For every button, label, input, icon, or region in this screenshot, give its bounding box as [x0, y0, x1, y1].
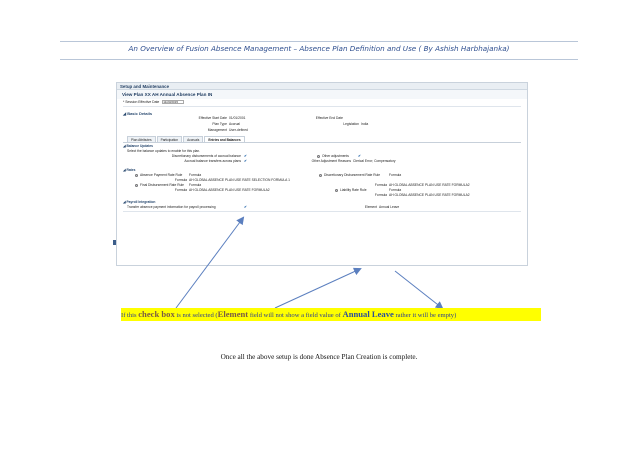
element-value: Annual Leave [379, 205, 400, 209]
accrual-transfer-checkbox[interactable]: ✔ [244, 159, 247, 163]
absence-payment-rate-label: Absence Payment Rate Rule [140, 173, 183, 177]
final-disbursement-label: Final Disbursement Rate Rule [140, 183, 184, 187]
effective-start-label: Effective Start Date [198, 116, 227, 120]
app-title: Setup and Maintenance [117, 83, 527, 90]
final-disbursement-value: Formula [189, 183, 202, 187]
arrow-to-element-label [275, 269, 360, 308]
formula-label: Formula [374, 183, 387, 187]
discretionary-disbursement-label: Discretionary Disbursement Rate Rule [324, 173, 381, 177]
basic-details-heading[interactable]: ◢ Basic Details [123, 111, 153, 116]
caption-text: is not selected ( [174, 312, 218, 319]
highlight-caption [121, 308, 541, 321]
tab-participation[interactable]: Participation [157, 136, 183, 143]
transfer-checkbox[interactable]: ✔ [244, 205, 247, 209]
formula4-value: AH GLOBAL ABSENCE PLAN USE RATE FORMULA2 [389, 193, 470, 197]
tab-entries-and-balances[interactable]: Entries and Balances [204, 136, 244, 143]
caption-text: field will not show a field value of [248, 312, 343, 319]
discretionary-checkbox[interactable]: ✔ [244, 154, 247, 158]
other-adjustment-reasons-label: Other Adjustment Reasons [311, 159, 351, 163]
management-value: User-defined [229, 128, 248, 132]
liability-rate-value: Formula [389, 188, 402, 192]
caption-element-term: Element [217, 309, 249, 319]
formula3-value: AH GLOBAL ABSENCE PLAN USE RATE FORMULA2 [389, 183, 470, 187]
document-header: An Overview of Fusion Absence Management – Absence Plan Definition and Use ( By Ashish Harbhajanka) [128, 44, 510, 53]
arrow-to-checkbox [176, 218, 243, 308]
other-adjustments-label: Other adjustments [322, 154, 349, 158]
formula-label: Formula [174, 188, 187, 192]
effective-start-value: 01/01/2001 [229, 116, 246, 120]
rates-heading[interactable]: ◢ Rates [123, 168, 136, 172]
discretionary-label: Discretionary disbursements of accrual balance [171, 154, 241, 158]
caption-text: rather it will be empty) [393, 312, 457, 319]
formula-label: Formula [374, 193, 387, 197]
accrual-transfer-label: Accrual balance transfers across plans [184, 159, 241, 163]
formula2-value: AH GLOBAL ABSENCE PLAN USE RATE FORMULA2 [189, 188, 270, 192]
other-adjustment-reasons-value: Clerical Error; Compensatory [353, 159, 396, 163]
formula1-value: AH GLOBAL ABSENCE PLAN USE RATE SELECTION FORMULA 1 [189, 178, 290, 182]
session-date-input[interactable]: 11/23/2015 [162, 100, 184, 104]
other-adjustments-checkbox[interactable]: ✔ [358, 154, 361, 158]
effective-end-label: Effective End Date [315, 116, 343, 120]
closing-note: Once all the above setup is done Absence Plan Creation is complete. [220, 353, 418, 361]
legislation-value: India [361, 122, 369, 126]
formula-label: Formula [174, 178, 187, 182]
page-title: View Plan XX AH Annual Absence Plan IN [117, 90, 527, 99]
plan-type-label: Plan Type [212, 122, 227, 126]
legislation-label: Legislation [343, 122, 359, 126]
tab-plan-attributes[interactable]: Plan Attributes [127, 136, 156, 143]
transfer-label: Transfer absence payment information for payroll processing [127, 205, 216, 209]
management-label: Management [207, 128, 227, 132]
payroll-integration-heading[interactable]: ◢ Payroll Integration [123, 200, 156, 204]
liability-rate-label: Liability Rate Rule [340, 188, 367, 192]
select-balance-text: Select the balance updates to enable for this plan. [127, 149, 201, 153]
plan-type-value: Accrual [229, 122, 240, 126]
caption-checkbox-term: check box [138, 309, 175, 319]
arrow-to-element-value [395, 271, 442, 308]
element-label: Element [364, 205, 377, 209]
caption-text: If this [121, 312, 139, 319]
session-label: * Session Effective Date [123, 100, 160, 104]
tab-accruals[interactable]: Accruals [183, 136, 203, 143]
absence-payment-rate-value: Formula [189, 173, 202, 177]
caption-annual-leave-term: Annual Leave [342, 309, 394, 319]
balance-updates-heading[interactable]: ◢ Balance Updates [123, 144, 154, 148]
discretionary-disbursement-value: Formula [389, 173, 402, 177]
